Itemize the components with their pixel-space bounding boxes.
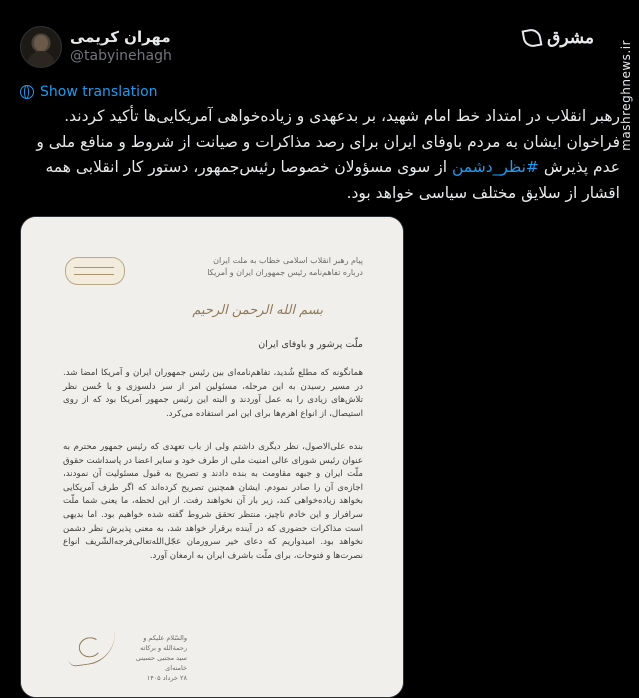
tweet-text-part2: از سوی مسؤولان خصوصا رئیس‌جمهور، دستور کار انقلابی همه اقشار از سلایق مختلف سیاسی خواهد بود. xyxy=(45,158,620,202)
avatar[interactable] xyxy=(20,26,62,68)
sign-line-3: ۲۸ خرداد ۱۴۰۵ xyxy=(146,674,187,682)
avatar-shoulders xyxy=(27,51,55,68)
hashtag-link[interactable]: #نظر_دشمن xyxy=(451,158,539,176)
author-name[interactable]: مهران کریمی xyxy=(70,28,171,46)
leaf-icon xyxy=(522,28,543,49)
calligraphy-seal-icon xyxy=(65,257,125,285)
author-handle[interactable]: @tabyinehagh xyxy=(70,48,172,64)
show-translation-link[interactable] xyxy=(20,84,158,100)
tweet-header xyxy=(20,26,620,70)
letter-paragraph-1: همانگونه که مطلع شُدید، تفاهم‌نامه‌ای بین رئیس جمهوران ایران و آمریکا امضا شد. در مسیر رسیدن به این مرحله، مسئولین امر از سر دلسوزی و با حُسن نظر تلاش‌های زیادی را به عمل آوردند و البته این رئیس جمهور آمریکا بود که از روی استیصال، از انواع اهرم‌ها برای این امر استفاده می‌کرد. xyxy=(63,368,363,419)
brand-logo xyxy=(523,28,594,48)
letter-paragraph-2: بنده علی‌الاصول، نظر دیگری داشتم ولی از باب تعهدی که رئیس جمهور محترم به عنوان رئیس شورای عالی امنیت ملی از طرف خود و سایر اعضا در پاسداشت حقوق ملّت ایران و جبهه مقاومت به بنده دادند و تصریح به قبول مسئولیت آن نمودند، اجازه‌ی آن را صادر نمودم. ایشان همچنین تصریح کرده‌اند که اگر طرف آمریکایی بخواهد زیاده‌خواهی کند، زیر بار آن نخواهند رفت. از این لحظه، ما یعنی شما ملّت سرافراز و این خادم ناچیز، منتظر تحقق شروط گفته شده خواهیم بود. اما بدیهی است مذاکرات حضوری که در آینده برقرار خواهد شد، به معنی پذیرش نظر دشمن نخواهد بود. امیدواریم که دعای خیر سرورمان عجّل‌الله‌تعالی‌فرجه‌الشّریف انواع نصرت‌ها و فتوحات، برای ملّت باشرف ایران به ارمغان آورد. xyxy=(63,442,363,561)
signature-text xyxy=(123,633,187,683)
tweet-media-image[interactable] xyxy=(20,216,404,698)
handwritten-signature-icon xyxy=(65,630,119,668)
brand-logo-text: مشرق xyxy=(547,28,594,48)
globe-icon xyxy=(20,85,34,99)
tweet-text xyxy=(20,104,620,206)
letter-basmala: بسم الله الرحمن الرحیم xyxy=(192,303,323,318)
letter-heading-line2: درباره تفاهم‌نامه رئیس جمهوران ایران و آمریکا xyxy=(207,268,363,277)
letter-salutation: ملّت پرشور و باوفای ایران xyxy=(258,339,363,350)
tweet-text-part1: رهبر انقلاب در امتداد خط امام شهید، بر بدعهدی و زیاده‌خواهی آمریکایی‌ها تأکید کردند. فراخوان ایشان به مردم باوفای ایران برای رصد مذاکرات و صیانت از شروط و منافع ملی و عدم پذیرش xyxy=(36,107,620,176)
letter-heading-line1: پیام رهبر انقلاب اسلامی خطاب به ملت ایران xyxy=(213,256,363,265)
show-translation-label: Show translation xyxy=(40,84,158,100)
letter-document xyxy=(21,217,403,697)
sign-line-1: والسّلام علیکم و رحمة‌الله و برکاته xyxy=(140,634,187,652)
avatar-head xyxy=(34,35,48,51)
letter-signature-block xyxy=(67,633,187,683)
sign-line-2: سید مجتبی حسینی خامنه‌ای xyxy=(135,654,187,672)
brand-site-url: mashreghnews.ir xyxy=(619,40,633,151)
letter-heading xyxy=(207,255,363,279)
